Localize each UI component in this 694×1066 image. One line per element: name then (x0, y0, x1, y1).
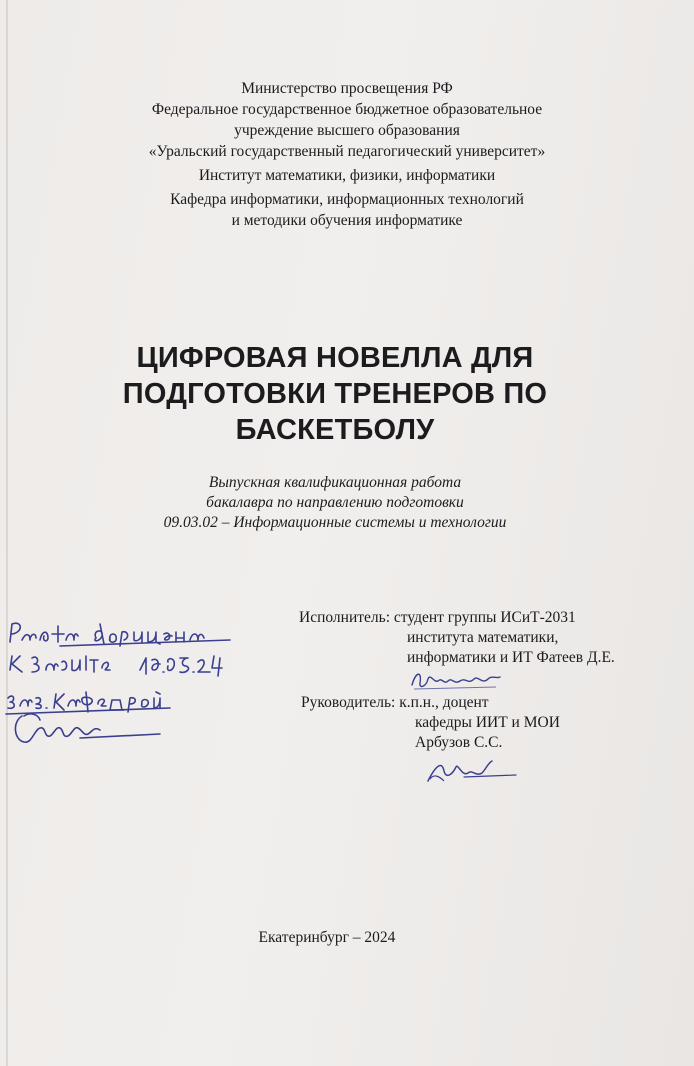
executor-block (299, 608, 615, 668)
supervisor-signature (422, 755, 522, 787)
thesis-subtitle (0, 473, 670, 533)
supervisor-line-3: Арбузов С.С. (415, 734, 503, 751)
ministry-line: Министерство просвещения РФ (241, 80, 453, 97)
title-line-1: ЦИФРОВАЯ НОВЕЛЛА ДЛЯ (136, 342, 534, 374)
subtitle-line-3: 09.03.02 – Информационные системы и технологии (163, 514, 507, 531)
city-year: Екатеринбург – 2024 (258, 929, 396, 946)
department-line-1: Кафедра информатики, информационных технологий (170, 191, 524, 208)
handwritten-approval-note (0, 612, 260, 752)
executor-signature (408, 667, 508, 693)
institute-line: Институт математики, физики, информатики (198, 167, 496, 184)
institution-header (0, 78, 694, 231)
thesis-title (0, 340, 670, 448)
title-line-3: БАСКЕТБОЛУ (235, 414, 435, 446)
institution-line-3: «Уральский государственный педагогический университет» (148, 143, 546, 160)
supervisor-block (301, 693, 560, 753)
subtitle-line-1: Выпускная квалификационная работа (208, 474, 462, 491)
title-line-2: ПОДГОТОВКИ ТРЕНЕРОВ ПО (122, 378, 548, 410)
supervisor-line-1: Руководитель: к.п.н., доцент (301, 694, 489, 711)
subtitle-line-2: бакалавра по направлению подготовки (206, 494, 464, 511)
institution-line-1: Федеральное государственное бюджетное образовательное (151, 101, 543, 118)
supervisor-line-2: кафедры ИИТ и МОИ (415, 714, 560, 731)
executor-line-3: информатики и ИТ Фатеев Д.Е. (407, 649, 615, 666)
executor-line-1: Исполнитель: студент группы ИСиТ-2031 (299, 609, 576, 626)
department-line-2: и методики обучения информатике (231, 212, 463, 229)
institution-line-2: учреждение высшего образования (234, 122, 460, 139)
executor-line-2: института математики, (407, 629, 559, 646)
